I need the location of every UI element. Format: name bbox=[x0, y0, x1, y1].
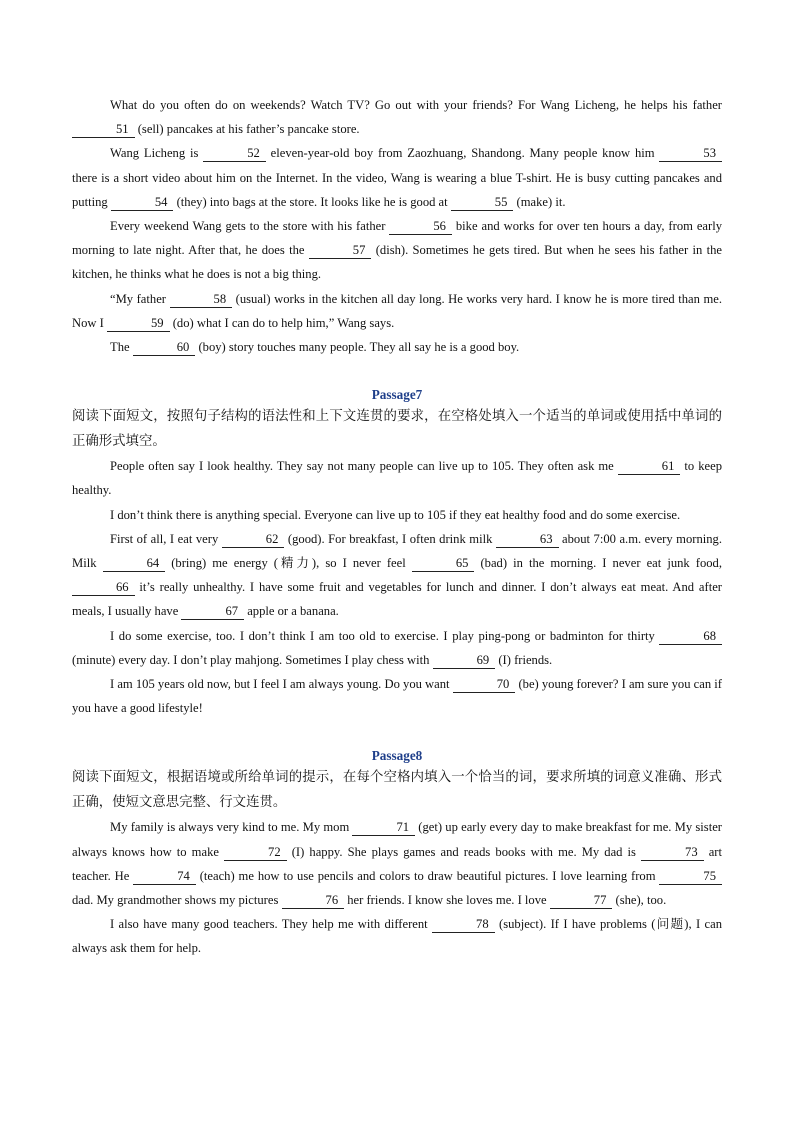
blank-70[interactable]: 70 bbox=[453, 676, 516, 693]
text: The bbox=[110, 340, 133, 355]
text: (make) it. bbox=[513, 194, 566, 209]
blank-75[interactable]: 75 bbox=[659, 868, 722, 885]
passage7-paragraph-4 bbox=[72, 624, 722, 672]
text: her friends. I know she loves me. I love bbox=[344, 893, 550, 908]
text: Every weekend Wang gets to the store with his father bbox=[110, 219, 390, 234]
passage7-paragraph-2 bbox=[72, 503, 722, 527]
blank-57[interactable]: 57 bbox=[309, 242, 372, 259]
blank-52[interactable]: 52 bbox=[203, 145, 266, 162]
text: Wang Licheng is bbox=[110, 146, 204, 161]
blank-67[interactable]: 67 bbox=[181, 603, 244, 620]
text: (subject). If I have problems (问题), I can always ask them for help. bbox=[72, 917, 723, 956]
text: (dish). Sometimes he gets tired. But when he sees his father in the kitchen, he thinks what he does is not a big thing. bbox=[72, 243, 722, 282]
passage6-paragraph-5 bbox=[72, 335, 722, 359]
passage8-paragraph-2 bbox=[72, 912, 722, 960]
blank-63[interactable]: 63 bbox=[496, 531, 559, 548]
text: (be) young forever? I am sure you can if you have a good lifestyle! bbox=[72, 677, 722, 716]
text: I am 105 years old now, but I feel I am always young. Do you want bbox=[110, 677, 453, 692]
text: (she), too. bbox=[612, 893, 667, 908]
text: “My father bbox=[110, 291, 170, 306]
text: there is a short video about him on the Internet. In the video, Wang is wearing a blue T-shirt. He is busy cutting pancakes and putting bbox=[72, 170, 722, 209]
passage8-instruction: 阅读下面短文，根据语境或所给单词的提示，在每个空格内填入一个恰当的词，要求所填的词意义准确、形式正确，使短文意思完整、行文连贯。 bbox=[72, 770, 722, 810]
text: about 7:00 a.m. every morning. Milk bbox=[72, 531, 723, 571]
text: (sell) pancakes at his father’s pancake store. bbox=[134, 122, 360, 137]
blank-51[interactable]: 51 bbox=[72, 121, 135, 138]
passage7-paragraph-1 bbox=[72, 454, 722, 502]
blank-68[interactable]: 68 bbox=[659, 628, 722, 645]
text: apple or a banana. bbox=[244, 604, 339, 619]
passage6-paragraph-1 bbox=[72, 93, 722, 141]
text: My family is always very kind to me. My mom bbox=[110, 820, 353, 835]
passage6-paragraph-4 bbox=[72, 287, 722, 335]
blank-59[interactable]: 59 bbox=[107, 315, 170, 332]
blank-60[interactable]: 60 bbox=[133, 339, 196, 356]
text: (minute) every day. I don’t play mahjong. Sometimes I play chess with bbox=[72, 652, 433, 667]
document-page bbox=[72, 93, 722, 961]
blank-73[interactable]: 73 bbox=[641, 844, 704, 861]
blank-69[interactable]: 69 bbox=[433, 652, 496, 669]
text: to keep healthy. bbox=[72, 459, 722, 498]
passage6-paragraph-2 bbox=[72, 141, 722, 214]
passage8-paragraph-1 bbox=[72, 815, 722, 912]
passage7-heading: Passage7 bbox=[371, 387, 423, 403]
blank-65[interactable]: 65 bbox=[412, 555, 475, 572]
text: (bad) in the morning. I never eat junk food, bbox=[474, 556, 723, 571]
blank-53[interactable]: 53 bbox=[659, 145, 722, 162]
blank-58[interactable]: 58 bbox=[170, 291, 233, 308]
blank-72[interactable]: 72 bbox=[224, 844, 287, 861]
text: (I) happy. She plays games and reads books with me. My dad is bbox=[286, 844, 642, 859]
blank-56[interactable]: 56 bbox=[389, 218, 452, 235]
text: dad. My grandmother shows my pictures bbox=[72, 893, 282, 908]
text: I also have many good teachers. They help me with different bbox=[110, 917, 433, 932]
text: (do) what I can do to help him,” Wang says. bbox=[169, 315, 395, 330]
text: it’s really unhealthy. I have some fruit and vegetables for lunch and dinner. I don’t always eat meat. And after meals, I usually have bbox=[72, 580, 722, 619]
text: (bring) me energy (精力), so I never feel bbox=[165, 556, 412, 571]
text: bike and works for over ten hours a day, from early morning to late night. After that, he does the bbox=[72, 219, 723, 258]
text: (get) up early every day to make breakfast for me. My sister always knows how to make bbox=[72, 820, 722, 859]
blank-55[interactable]: 55 bbox=[451, 194, 514, 211]
text: (usual) works in the kitchen all day long. He works very hard. I know he is more tired than me. Now I bbox=[72, 291, 722, 330]
passage7-paragraph-3 bbox=[72, 527, 722, 624]
blank-66[interactable]: 66 bbox=[72, 579, 135, 596]
text: (good). For breakfast, I often drink milk bbox=[284, 531, 496, 546]
passage8-heading: Passage8 bbox=[371, 748, 423, 764]
text: eleven-year-old boy from Zaozhuang, Shandong. Many people know him bbox=[265, 146, 660, 161]
blank-62[interactable]: 62 bbox=[222, 531, 285, 548]
text: (boy) story touches many people. They all say he is a good boy. bbox=[195, 340, 520, 355]
blank-74[interactable]: 74 bbox=[133, 868, 196, 885]
blank-61[interactable]: 61 bbox=[618, 458, 681, 475]
blank-54[interactable]: 54 bbox=[111, 194, 174, 211]
text: I don’t think there is anything special. Everyone can live up to 105 if they eat healthy food and do some exercise. bbox=[110, 507, 681, 522]
blank-71[interactable]: 71 bbox=[352, 819, 415, 836]
blank-76[interactable]: 76 bbox=[282, 892, 345, 909]
passage6-paragraph-3 bbox=[72, 214, 722, 287]
text: People often say I look healthy. They say not many people can live up to 105. They often ask me bbox=[110, 459, 618, 474]
passage7-paragraph-5 bbox=[72, 672, 722, 720]
passage7-instruction: 阅读下面短文，按照句子结构的语法性和上下文连贯的要求，在空格处填入一个适当的单词或使用括中单词的正确形式填空。 bbox=[72, 409, 722, 449]
text: (they) into bags at the store. It looks like he is good at bbox=[173, 194, 451, 209]
text: What do you often do on weekends? Watch TV? Go out with your friends? For Wang Licheng, he helps his father bbox=[110, 98, 722, 112]
text: First of all, I eat very bbox=[110, 531, 222, 546]
blank-77[interactable]: 77 bbox=[550, 892, 613, 909]
text: (I) friends. bbox=[495, 652, 553, 667]
text: art teacher. He bbox=[72, 844, 722, 883]
blank-64[interactable]: 64 bbox=[103, 555, 166, 572]
text: I do some exercise, too. I don’t think I am too old to exercise. I play ping-pong or badminton for thirty bbox=[110, 628, 660, 643]
blank-78[interactable]: 78 bbox=[432, 916, 495, 933]
text: (teach) me how to use pencils and colors to draw beautiful pictures. I love learning from bbox=[195, 868, 660, 883]
